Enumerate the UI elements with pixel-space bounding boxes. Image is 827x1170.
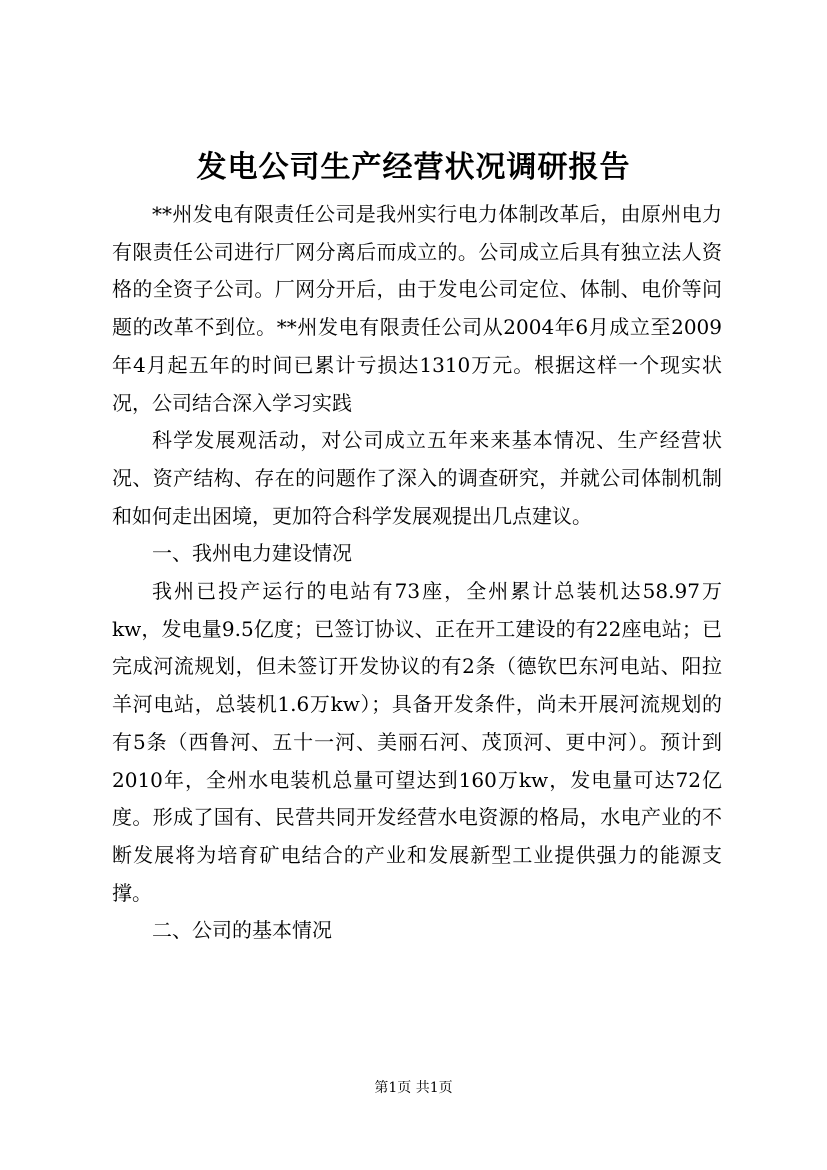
document-body bbox=[112, 196, 722, 950]
paragraph-purpose: 科学发展观活动，对公司成立五年来来基本情况、生产经营状况、资产结构、存在的问题作了深入的调查研究，并就公司体制机制和如何走出困境，更加符合科学发展观提出几点建议。 bbox=[112, 428, 722, 528]
paragraph-intro: **州发电有限责任公司是我州实行电力体制改革后，由原州电力有限责任公司进行厂网分离后而成立的。公司成立后具有独立法人资格的全资子公司。厂网分开后，由于发电公司定位、体制、电价等问题的改革不到位。**州发电有限责任公司从2004年6月成立至2009年4月起五年的时间已累计亏损达1310万元。根据这样一个现实状况，公司结合深入学习实践 bbox=[112, 202, 722, 415]
section-heading-1: 一、我州电力建设情况 bbox=[152, 541, 352, 566]
page-number-footer: 第1页 共1页 bbox=[374, 1080, 453, 1096]
document-title: 发电公司生产经营状况调研报告 bbox=[196, 150, 631, 185]
section-heading-2: 二、公司的基本情况 bbox=[152, 918, 332, 943]
paragraph-power-construction: 我州已投产运行的电站有73座，全州累计总装机达58.97万kw，发电量9.5亿度；已签订协议、正在开工建设的有22座电站；已完成河流规划，但未签订开发协议的有2条（德钦巴东河电站、阳拉羊河电站，总装机1.6万kw）；具备开发条件，尚未开展河流规划的有5条（西鲁河、五十一河、美丽石河、茂顶河、更中河）。预计到2010年，全州水电装机总量可望达到160万kw，发电量可达72亿度。形成了国有、民营共同开发经营水电资源的格局，水电产业的不断发展将为培育矿电结合的产业和发展新型工业提供强力的能源支撑。 bbox=[112, 579, 722, 905]
